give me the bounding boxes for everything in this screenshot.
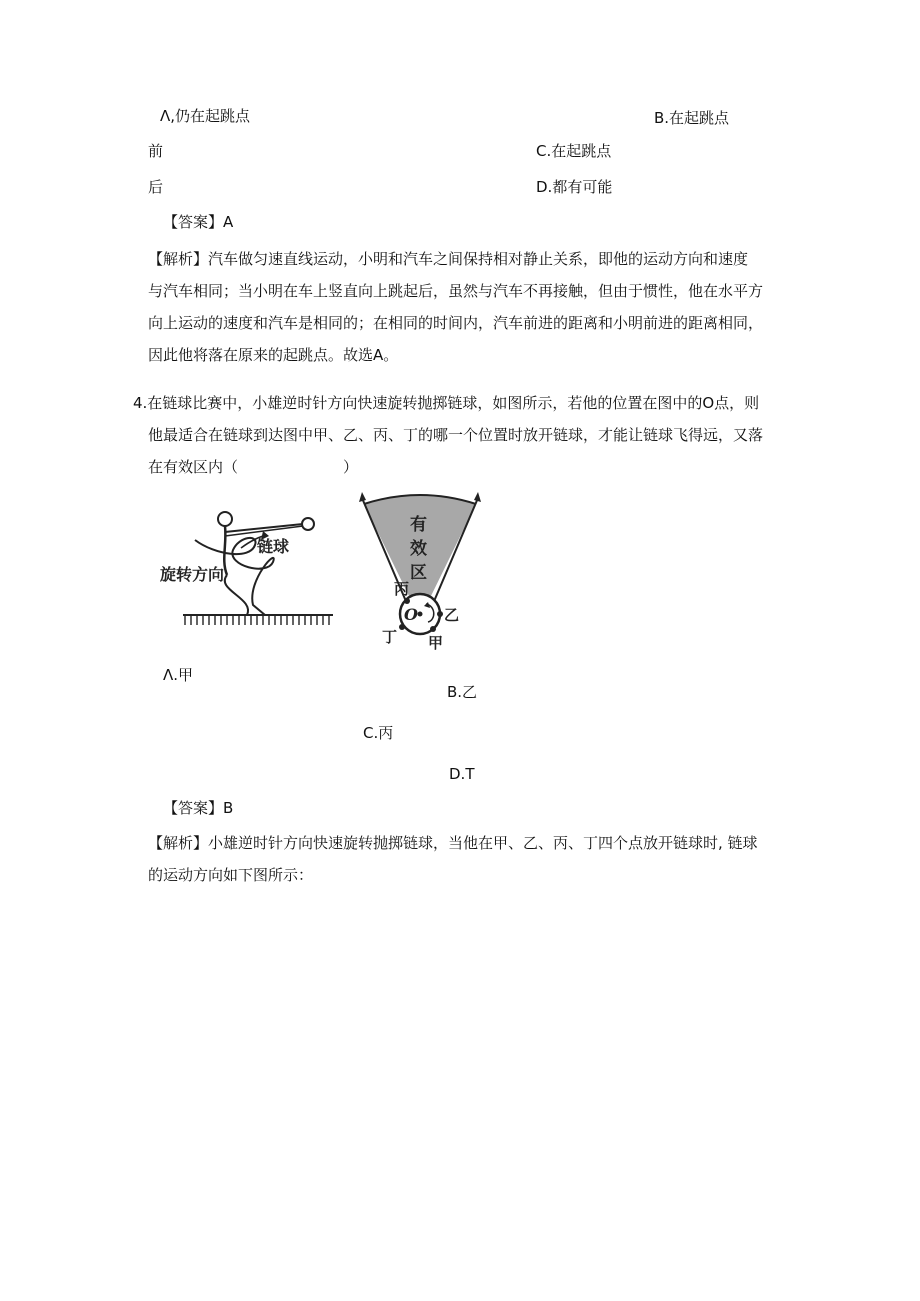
q4-stem-line: 在有效区内（ ）	[148, 458, 359, 476]
q4-stem-line: 4.在链球比赛中，小雄逆时针方向快速旋转抛掷链球，如图所示，若他的位置在图中的O点，则	[133, 394, 760, 412]
point-jia	[430, 626, 436, 632]
q3-option-a: Λ,仍在起跳点	[160, 107, 251, 125]
q4-option-b: B.乙	[447, 683, 478, 701]
q4-answer: 【答案】B	[163, 799, 234, 817]
q4-option-c: C.丙	[363, 724, 394, 742]
q3-analysis-line: 【解析】汽车做匀速直线运动，小明和汽车之间保持相对静止关系，即他的运动方向和速度	[148, 250, 749, 268]
point-ding	[399, 624, 405, 630]
q4-option-a: Λ.甲	[163, 666, 194, 684]
arrow-icon	[474, 492, 481, 502]
point-yi	[437, 611, 443, 617]
q3-option-c: C.在起跳点	[536, 142, 612, 160]
rotation-direction-label: 旋转方向	[160, 565, 225, 584]
q3-option-b: B.在起跳点	[654, 109, 730, 127]
q4-stem	[133, 387, 788, 483]
q3-option-d: D.都有可能	[536, 178, 613, 196]
q4-option-d: D.T	[449, 765, 475, 783]
q3-option-c-prefix: 后	[148, 178, 164, 196]
q4-analysis	[148, 827, 788, 891]
point-ding-label: 丁	[382, 628, 398, 646]
zone-char: 有	[410, 515, 427, 535]
q3-analysis-line: 与汽车相同；当小明在车上竖直向上跳起后，虽然与汽车不再接触，但由于惯性，他在水平方	[148, 282, 764, 300]
valid-zone-figure	[350, 488, 490, 653]
q3-analysis-line: 因此他将落在原来的起跳点。故选A。	[148, 346, 399, 364]
q3-option-a-continued: 前	[148, 142, 164, 160]
chain-ball-label: 链球	[257, 537, 290, 556]
zone-char: 区	[410, 563, 427, 583]
zone-char: 效	[410, 539, 427, 559]
q3-answer: 【答案】A	[163, 213, 234, 231]
point-jia-label: 甲	[428, 634, 444, 652]
q4-stem-line: 他最适合在链球到达图中甲、乙、丙、丁的哪一个位置时放开链球，才能让链球飞得远，又落	[148, 426, 764, 444]
q4-analysis-line: 【解析】小雄逆时针方向快速旋转抛掷链球，当他在甲、乙、丙、丁四个点放开链球时, 链球	[148, 834, 758, 852]
point-yi-label: 乙	[444, 606, 460, 624]
hammer-thrower-figure	[155, 500, 345, 640]
point-bing	[404, 598, 410, 604]
q4-analysis-line: 的运动方向如下图所示：	[148, 866, 314, 884]
q3-analysis	[148, 243, 788, 371]
arrow-icon	[359, 492, 366, 502]
q3-analysis-line: 向上运动的速度和汽车是相同的；在相同的时间内，汽车前进的距离和小明前进的距离相同，	[148, 314, 764, 332]
point-o-label: O	[404, 605, 418, 624]
point-bing-label: 丙	[394, 580, 410, 598]
